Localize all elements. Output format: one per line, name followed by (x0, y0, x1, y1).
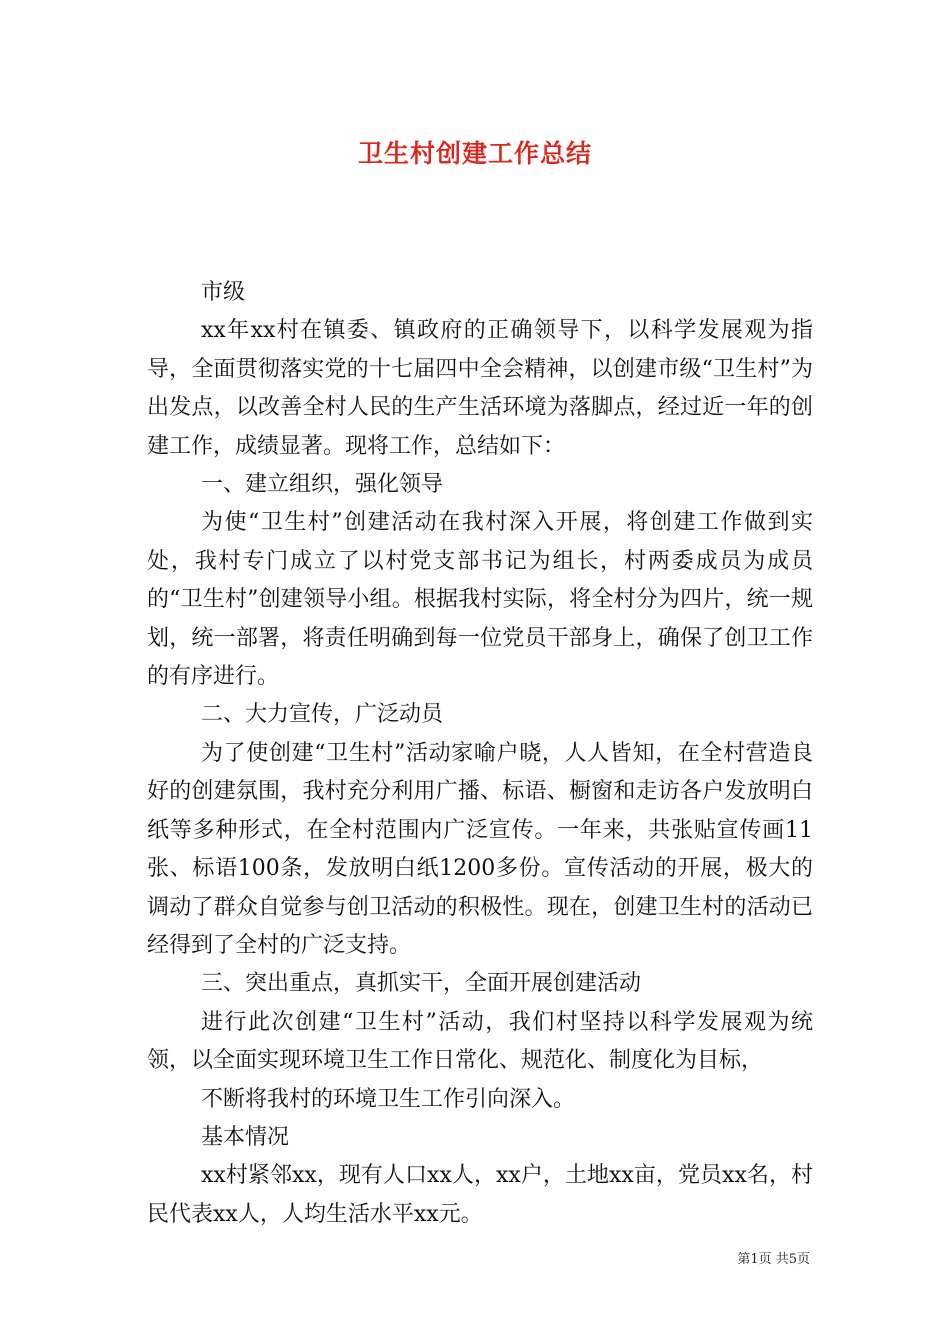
section-heading-1: 一、建立组织，强化领导 (201, 472, 444, 498)
section-heading-2: 二、大力宣传，广泛动员 (201, 702, 444, 728)
paragraph-activities-cont: 不断将我村的环境卫生工作引向深入。 (201, 1086, 576, 1112)
paragraph-intro: xx年xx村在镇委、镇政府的正确领导下，以科学发展观为指导，全面贯彻落实党的十七届四中全会精神，以创建市级“卫生村”为出发点，以改善全村人民的生产生活环境为落脚点，经过近一年的创建工作，成绩显著。现将工作，总结如下： (147, 318, 813, 459)
paragraph-level: 市级 (201, 280, 246, 305)
section-heading-basic: 基本情况 (201, 1124, 290, 1150)
document-body (147, 274, 813, 1234)
paragraph-basic-info: xx村紧邻xx，现有人口xx人，xx户，土地xx亩，党员xx名，村民代表xx人，人均生活水平xx元。 (147, 1163, 813, 1227)
section-heading-3: 三、突出重点，真抓实干，全面开展创建活动 (201, 971, 642, 997)
document-title: 卫生村创建工作总结 (357, 139, 592, 168)
paragraph-activities: 进行此次创建“卫生村”活动，我们村坚持以科学发展观为统领，以全面实现环境卫生工作日常化、规范化、制度化为目标， (147, 1009, 813, 1074)
paragraph-organization: 为使“卫生村”创建活动在我村深入开展，将创建工作做到实处，我村专门成立了以村党支部书记为组长，村两委成员为成员的“卫生村”创建领导小组。根据我村实际，将全村分为四片，统一规划，统一部署，将责任明确到每一位党员干部身上，确保了创卫工作的有序进行。 (147, 510, 813, 690)
page-number: 第1页 共5页 (737, 1252, 810, 1267)
paragraph-publicity: 为了使创建“卫生村”活动家喻户晓，人人皆知，在全村营造良好的创建氛围，我村充分利用广播、标语、橱窗和走访各户发放明白纸等多种形式，在全村范围内广泛宣传。一年来，共张贴宣传画11张、标语100条，发放明白纸1200多份。宣传活动的开展，极大的调动了群众自觉参与创卫活动的积极性。现在，创建卫生村的活动已经得到了全村的广泛支持。 (147, 740, 813, 958)
